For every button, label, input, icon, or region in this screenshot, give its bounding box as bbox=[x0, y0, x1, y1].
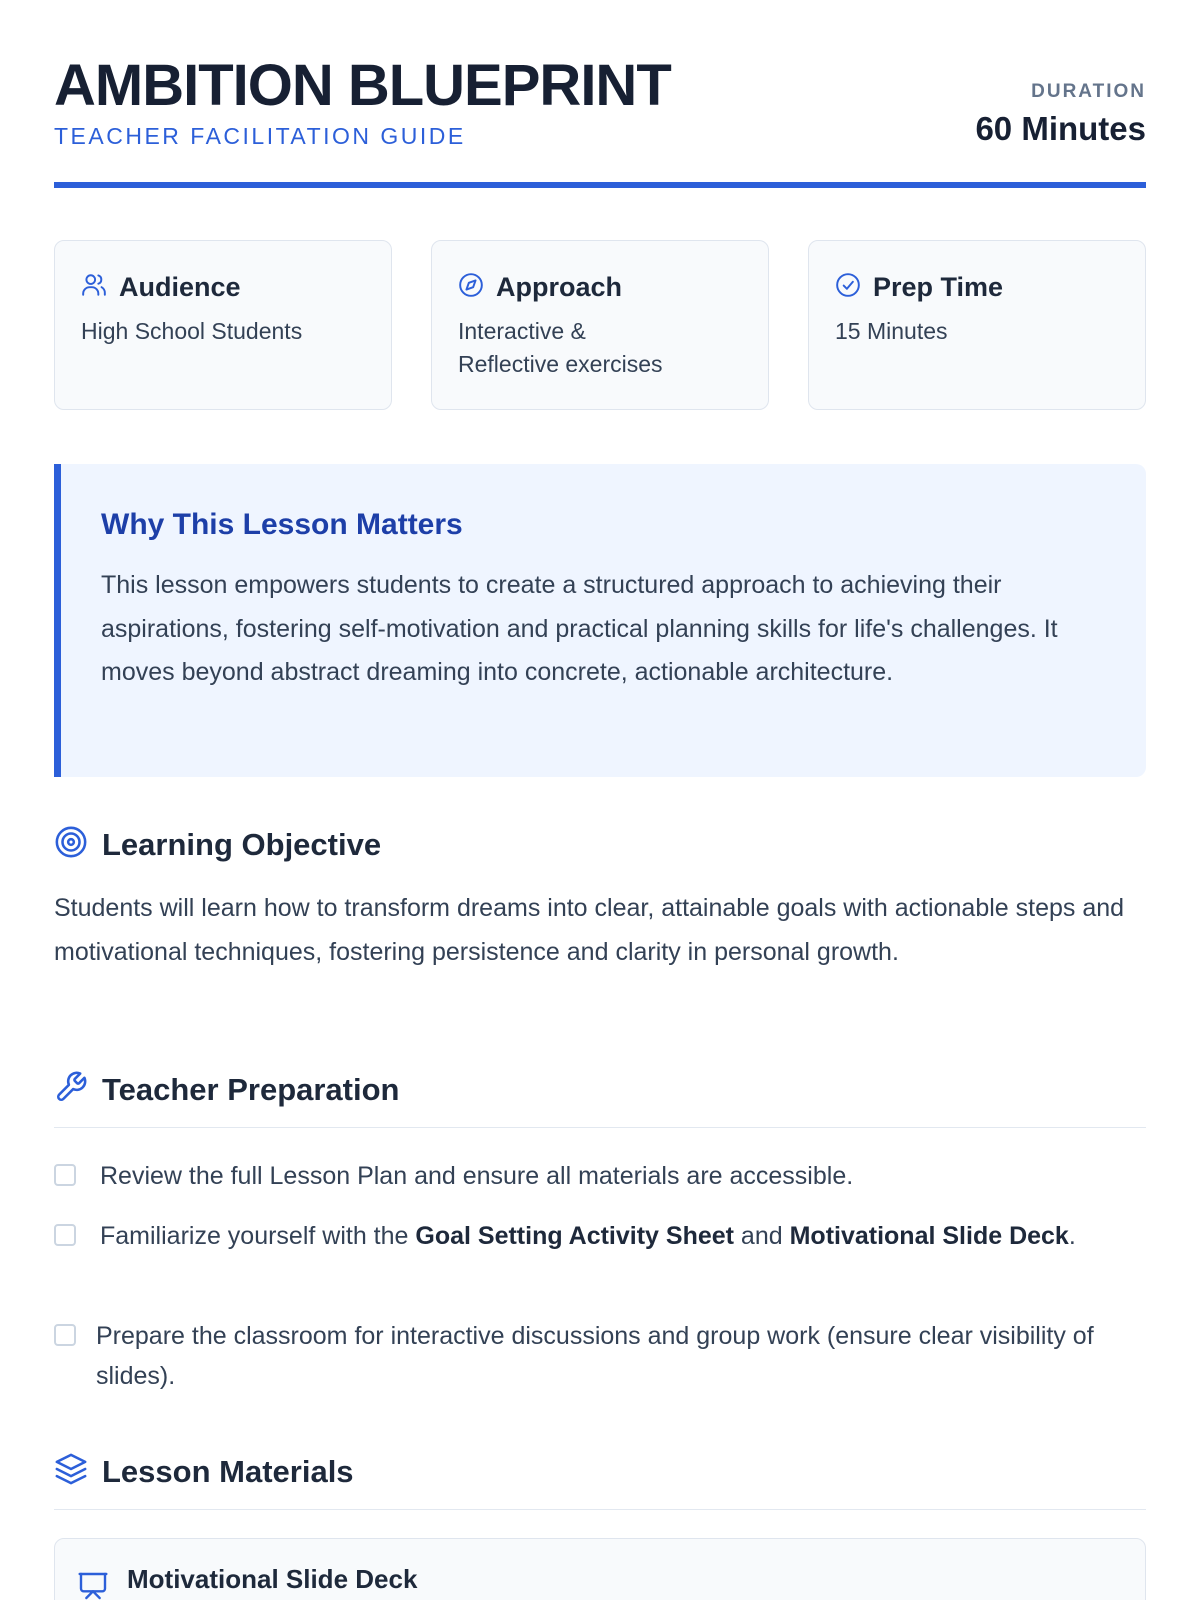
wrench-icon bbox=[54, 1070, 88, 1109]
prep-checklist-item[interactable] bbox=[54, 1156, 1146, 1196]
material-title: Motivational Slide Deck bbox=[127, 1564, 418, 1594]
audience-card-title: Audience bbox=[119, 271, 241, 302]
learning-objective-text: Students will learn how to transform dreams into clear, attainable goals with actionable steps and motivational techniques, fostering persistence and clarity in personal growth. bbox=[54, 894, 1125, 966]
layers-icon bbox=[54, 1452, 88, 1491]
slide-deck-name: Motivational Slide Deck bbox=[789, 1222, 1069, 1250]
compass-icon bbox=[458, 272, 484, 303]
learning-objective-heading bbox=[54, 825, 381, 864]
checkbox[interactable] bbox=[54, 1224, 76, 1246]
divider bbox=[54, 1509, 1146, 1510]
page-title: AMBITION BLUEPRINT bbox=[54, 53, 671, 118]
duration-label: DURATION bbox=[1031, 81, 1146, 102]
prep-time-card-title: Prep Time bbox=[873, 271, 1004, 302]
divider bbox=[54, 1127, 1146, 1128]
info-cards bbox=[54, 240, 1146, 410]
users-icon bbox=[81, 272, 107, 303]
prep-time-card bbox=[808, 240, 1146, 410]
approach-card bbox=[431, 240, 769, 410]
learning-objective-title: Learning Objective bbox=[102, 826, 382, 862]
approach-card-title: Approach bbox=[496, 271, 623, 302]
checkbox[interactable] bbox=[54, 1164, 76, 1186]
activity-sheet-name: Goal Setting Activity Sheet bbox=[415, 1222, 734, 1250]
target-icon bbox=[54, 825, 88, 864]
checkbox[interactable] bbox=[54, 1324, 76, 1346]
why-lesson-matters-box bbox=[54, 464, 1146, 777]
presentation-icon bbox=[77, 1570, 109, 1600]
prep-time-card-text: 15 Minutes bbox=[835, 318, 948, 344]
why-title: Why This Lesson Matters bbox=[101, 508, 463, 541]
prep-checklist-text: Review the full Lesson Plan and ensure all materials are accessible. bbox=[100, 1162, 854, 1190]
prep-checklist-text bbox=[100, 1216, 1076, 1256]
prep-checklist-item[interactable] bbox=[54, 1216, 1146, 1256]
lesson-materials-title: Lesson Materials bbox=[102, 1453, 354, 1489]
material-card bbox=[54, 1538, 1146, 1600]
duration-value: 60 Minutes bbox=[975, 110, 1146, 147]
header bbox=[54, 0, 1146, 188]
check-circle-icon bbox=[835, 272, 861, 303]
audience-card bbox=[54, 240, 392, 410]
teacher-preparation-heading bbox=[54, 1070, 399, 1109]
teacher-preparation-title: Teacher Preparation bbox=[102, 1071, 400, 1107]
text-fragment: Familiarize yourself with the bbox=[100, 1222, 416, 1250]
why-text: This lesson empowers students to create a structured approach to achieving their aspirations, fostering self-motivation and practical planning skills for life's challenges. It moves beyond abstract dreaming into concrete, actionable architecture. bbox=[101, 571, 1058, 686]
approach-card-text: Interactive & Reflective exercises bbox=[458, 318, 663, 377]
prep-checklist-text: Prepare the classroom for interactive discussions and group work (ensure clear visibility of slides). bbox=[96, 1322, 1094, 1390]
text-fragment: and bbox=[733, 1222, 790, 1250]
lesson-materials-heading bbox=[54, 1452, 354, 1491]
audience-card-text: High School Students bbox=[81, 318, 303, 344]
page-subtitle: TEACHER FACILITATION GUIDE bbox=[54, 123, 466, 149]
prep-checklist-item[interactable] bbox=[54, 1316, 1146, 1396]
text-fragment: . bbox=[1068, 1222, 1076, 1250]
